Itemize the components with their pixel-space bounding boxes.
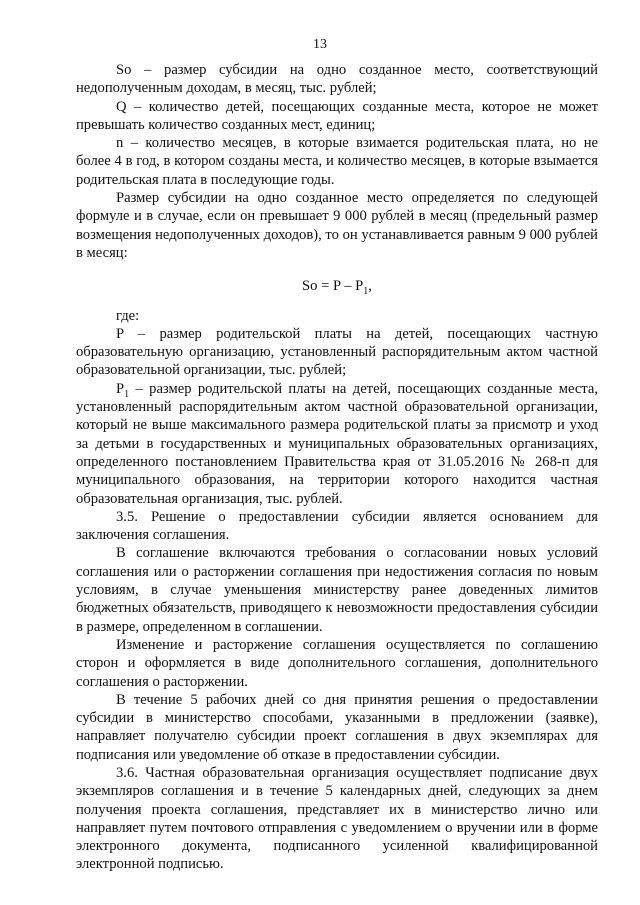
subsidy-formula [76,277,598,298]
definition-q: Q – количество детей, посещающих созданные места, которое не может превышать количество созданных мест, единиц; [76,98,598,133]
definition-so: So – размер субсидии на одно созданное место, соответствующий недополученным доходам, в месяц, тыс. рублей; [76,62,598,97]
page-number: 13 [313,37,327,52]
definition-p1 [76,380,598,508]
section-3-5: 3.5. Решение о предоставлении субсидии является основанием для заключения соглашения. [76,508,598,544]
agreement-requirements-paragraph: В соглашение включаются требования о согласовании новых условий соглашения или о расторжении соглашения при недостижения согласия по новым условиям, в случае уменьшения министерству ранее доведенных лимитов бюджетных обязательств, приводящего к невозможности предоставления субсидии в размере, определенном в соглашении. [76,545,598,635]
document-body [76,61,598,874]
p1-symbol: P [116,380,125,397]
agreement-amendment-paragraph: Изменение и расторжение соглашения осуществляется по соглашению сторон и оформляется в виде дополнительного соглашения, дополнительного соглашения о расторжении. [76,636,598,690]
section-3-6: 3.6. Частная образовательная организация осуществляет подписание двух экземпляров соглашения и в течение 5 календарных дней, следующих за днем получения проекта соглашения, представляет их в министерство лично или направляет путем почтового отправления с уведомлением о вручении или в форме электронного документа, подписанного усиленной квалифицированной электронной подписью. [76,764,598,873]
p1-subscript: 1 [124,388,130,400]
definition-n: n – количество месяцев, в которые взимается родительская плата, но не более 4 в год, в котором созданы места, и количество месяцев, в которые взымается родительская плата в последующие годы. [76,135,598,188]
definition-p: P – размер родительской платы на детей, посещающих частную образовательную организацию, установленный распорядительным актом частной образовательной организации, тыс. рублей; [76,325,598,379]
formula-intro-paragraph: Размер субсидии на одно созданное место определяется по следующей формуле и в случае, если он превышает 9 000 рублей в месяц (предельный размер возмещения недополученных доходов), то он устанавливается равным 9 000 рублей в месяц: [76,190,598,261]
where-label: где: [116,307,140,324]
p1-text: – размер родительской платы на детей, посещающих созданные места, установленный распорядительным актом частной образовательной организации, который не выше максимального размера родительской платы за присмотр и уход за детьми в государственных и муниципальных образовательных организациях, определенного постановлением Правительства края от 31.05.2016 № 268-п для муниципального образования, на территории которого находится частная образовательная организация, тыс. рублей. [76,380,598,507]
formula-main: So = P – P [302,278,364,295]
agreement-deadline-paragraph: В течение 5 рабочих дней со дня принятия решения о предоставлении субсидии в министерство способами, указанными в предложении (заявке), направляет получателю субсидии проект соглашения в двух экземплярах для подписания или уведомление об отказе в предоставлении субсидии. [76,691,598,763]
formula-tail: , [368,278,372,295]
formula-subscript: 1 [363,286,369,298]
